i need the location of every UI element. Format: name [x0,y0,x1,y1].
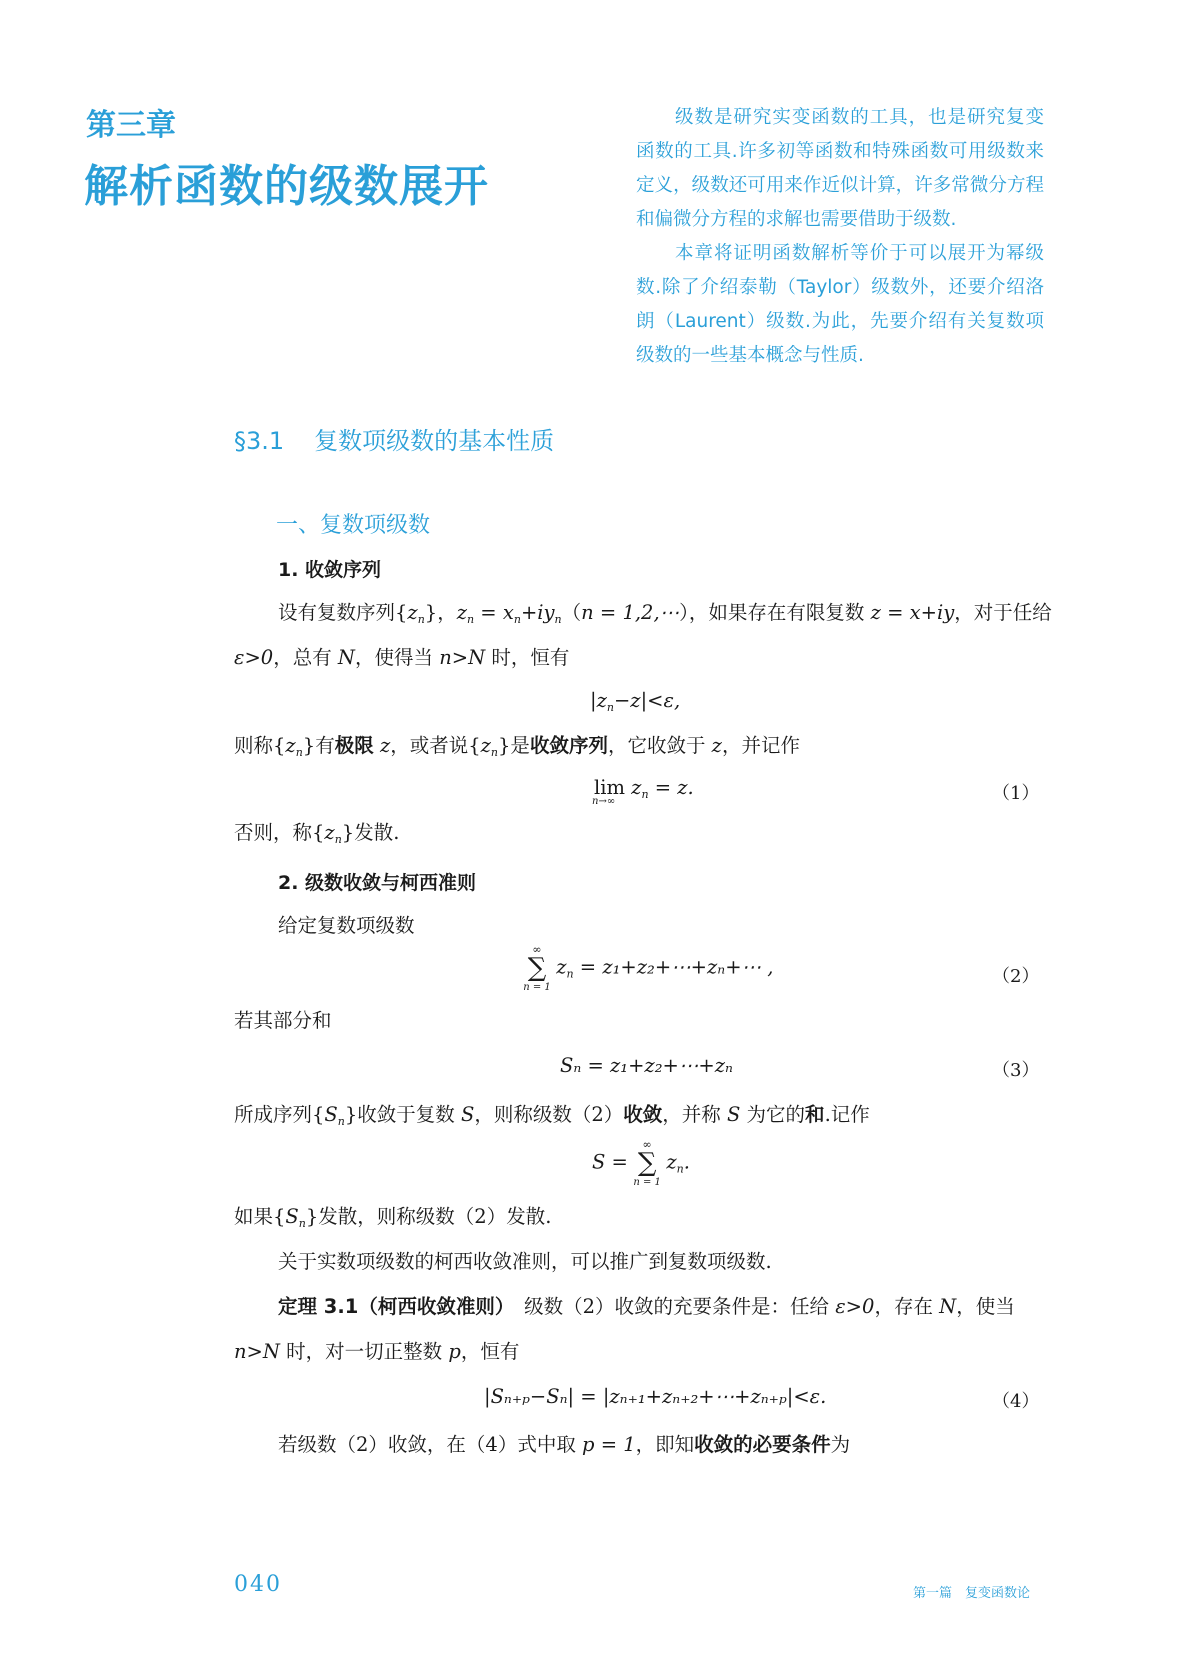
paragraph-heading: 1. 收敛序列 [278,559,382,581]
equation-number: （3） [992,1060,1040,1081]
text-line: 否则，称$\{z_n\}$发散. [234,821,400,846]
text-line: 若级数（2）收敛，在（4）式中取 p = 1，即知收敛的必要条件为 [278,1433,851,1456]
intro-paragraph: 级数是研究实变函数的工具，也是研究复变函数的工具.许多初等函数和特殊函数可用级数来定义，级数还可用来作近似计算，许多常微分方程和偏微分方程的求解也需要借助于级数. [636,107,1044,230]
equation-abs: $|z_n-z|<\varepsilon$, [590,689,681,714]
text-line: ε>0，总有 N，使得当 n>N 时，恒有 [234,646,570,669]
text-line: 若其部分和 [234,1009,332,1032]
text-line: n>N 时，对一切正整数 p，恒有 [234,1340,520,1363]
text-line: 所成序列$\{S_n\}$收敛于复数 S，则称级数（2）收敛，并称 S 为它的和.记作 [234,1103,870,1128]
chapter-label: 第三章 [86,108,176,143]
chapter-title: 解析函数的级数展开 [84,161,489,212]
paragraph-heading: 2. 级数收敛与柯西准则 [278,872,477,894]
page-number: 040 [234,1572,282,1597]
equation-3: Sₙ = z₁+z₂+⋯+zₙ [560,1054,733,1077]
text-line: 设有复数序列$\{z_n\}$，$z_n = x_n+iy_n(n$ = 1,2,⋯），如果存在有限复数 z = x+iy，对于任给 [278,601,1052,626]
chapter-intro [636,101,1044,373]
equation-number: （2） [992,966,1040,987]
theorem-label: 定理 3.1（柯西收敛准则） [278,1295,505,1318]
theorem-line: 定理 3.1（柯西收敛准则） 级数（2）收敛的充要条件是：任给 ε>0，存在 N，使当 [278,1295,1015,1318]
equation-number: （4） [992,1391,1040,1412]
equation-1: lim n→∞ $z_n = z$. [592,776,694,807]
section-number: §3.1 [234,427,285,455]
text-line: 给定复数项级数 [278,914,415,937]
section-heading [234,421,554,456]
text-line: 如果$\{S_n\}$发散，则称级数（2）发散. [234,1205,552,1230]
section-title: 复数项级数的基本性质 [314,427,555,455]
running-footer: 第一篇 复变函数论 [913,1586,1031,1601]
equation-2: ∞ ∑ n = 1 $z_n$ = z₁+z₂+⋯+zₙ+⋯ , [523,943,774,993]
equation-4: |Sₙ₊ₚ−Sₙ| = |zₙ₊₁+zₙ₊₂+⋯+zₙ₊ₚ|<ε. [484,1385,827,1408]
text-line: 关于实数项级数的柯西收敛准则，可以推广到复数项级数. [278,1250,772,1273]
intro-paragraph: 本章将证明函数解析等价于可以展开为幂级数.除了介绍泰勒（Taylor）级数外，还要介绍洛朗（Laurent）级数.为此，先要介绍有关复数项级数的一些基本概念与性质. [636,243,1044,366]
text-line: 则称$\{z_n\}$有极限 z，或者说$\{z_n\}$是收敛序列，它收敛于 z，并记作 [234,734,800,759]
equation-sum-S: S = ∞ ∑ n = 1 $z_n$. [592,1138,690,1188]
subsection-heading: 一、复数项级数 [276,513,431,538]
equation-number: （1） [992,783,1040,804]
